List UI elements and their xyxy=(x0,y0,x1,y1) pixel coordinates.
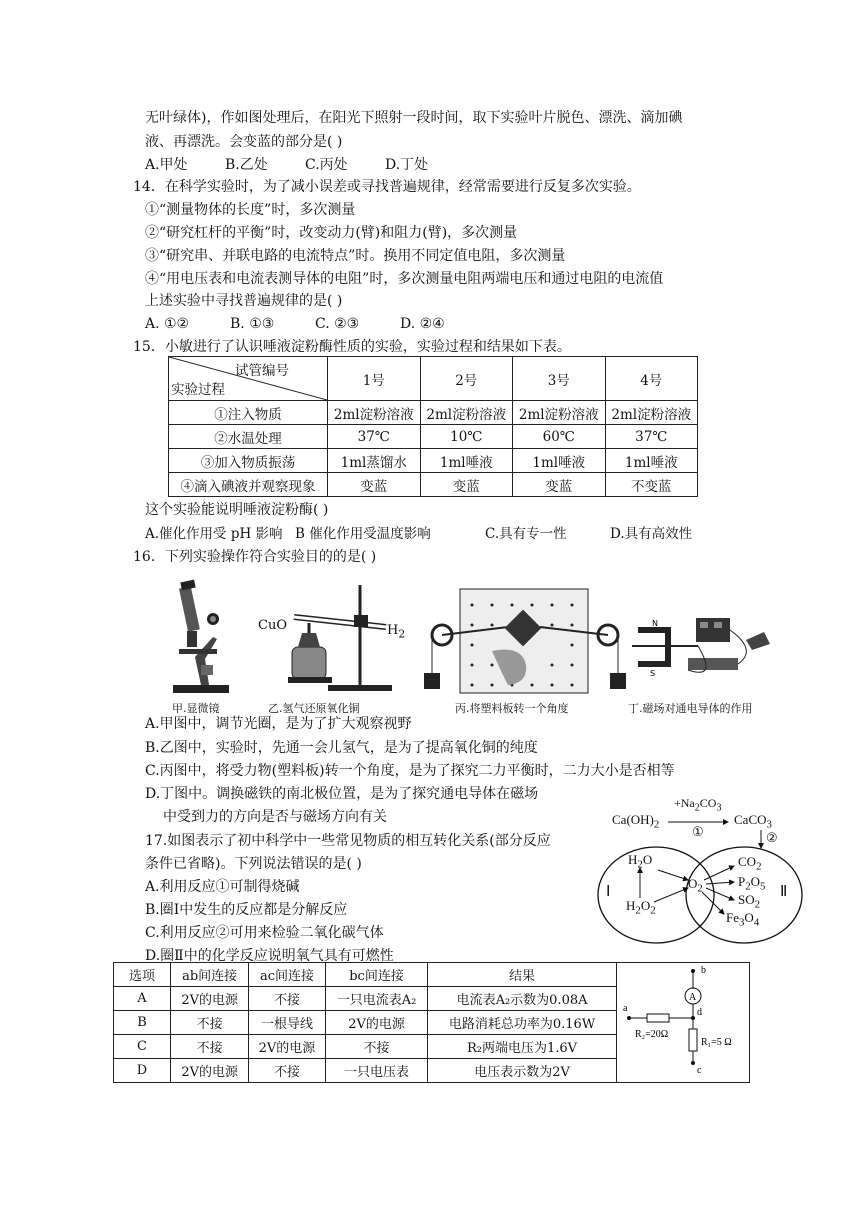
cell: D xyxy=(114,1059,171,1083)
option-a: A. ①② xyxy=(145,316,190,332)
circuit-diagram xyxy=(617,963,747,1081)
cell: 不接 xyxy=(249,987,325,1011)
option-c: C.具有专一性 xyxy=(485,526,567,542)
h2-text: H xyxy=(387,623,399,638)
co2-text: CO xyxy=(738,854,757,869)
cell: 2V的电源 xyxy=(325,1011,428,1035)
q15-options xyxy=(145,524,692,544)
row-label: ③加入物质振荡 xyxy=(169,449,328,473)
node-a: a xyxy=(622,1003,628,1014)
row-label: ②水温处理 xyxy=(169,425,328,449)
option-c: C. ②③ xyxy=(315,316,360,332)
cell: 电压表示数为2V xyxy=(428,1059,616,1083)
cell: B xyxy=(114,1011,171,1035)
q16-option-d: D.丁图中。调换磁铁的南北极位置，是为了探究通电导体在磁场 xyxy=(145,786,539,802)
col-header: ac间连接 xyxy=(249,963,325,987)
cell: 37℃ xyxy=(605,425,698,449)
na-text: +Na xyxy=(674,796,695,810)
table-row xyxy=(169,449,698,473)
cell: 2ml淀粉溶液 xyxy=(513,401,606,425)
magnet-circuit-image xyxy=(628,610,778,690)
circuit-table xyxy=(113,962,750,1083)
q14-stem: 14．在科学实验时，为了减小误差或寻找普遍规律，经常需要进行反复多次实验。 xyxy=(133,179,641,195)
option-b: B.乙处 xyxy=(225,157,268,173)
cell: 2ml淀粉溶液 xyxy=(328,401,421,425)
cell: 变蓝 xyxy=(420,473,513,497)
col-header: 1号 xyxy=(328,357,421,401)
cell: 电路消耗总功率为0.16W xyxy=(428,1011,616,1035)
col-header: 2号 xyxy=(420,357,513,401)
q17-option-c: C.利用反应②可用来检验二氧化碳气体 xyxy=(145,925,384,941)
cell: 变蓝 xyxy=(328,473,421,497)
fe3o4-subscript-2: 4 xyxy=(753,916,760,929)
caco3-label xyxy=(734,812,772,831)
cell: 电流表A₂示数为0.08A xyxy=(428,987,616,1011)
q13-options xyxy=(145,155,428,175)
q14-item-3: ③“研究串、并联电路的电流特点”时。换用不同定值电阻，多次测量 xyxy=(145,248,566,264)
option-d: D. ②④ xyxy=(400,316,445,332)
fe3o4-o: O xyxy=(744,910,754,925)
circle-2-label: Ⅱ xyxy=(780,884,788,900)
header-bottom: 实验过程 xyxy=(171,382,225,398)
cell: 不变蓝 xyxy=(605,473,698,497)
q15-table xyxy=(168,356,698,497)
cuo-label: CuO xyxy=(258,618,287,633)
svg-text:S: S xyxy=(650,669,656,678)
circuit-diagram-cell xyxy=(616,963,749,1083)
h2-subscript: 2 xyxy=(398,627,406,641)
cell: 一根导线 xyxy=(249,1011,325,1035)
h2o2-subscript-2: 2 xyxy=(650,904,656,917)
q14-question: 上述实验中寻找普遍规律的是( ) xyxy=(145,293,343,309)
q13-line-2: 液、再漂洗。会变蓝的部分是( ) xyxy=(145,134,343,150)
microscope-image xyxy=(165,577,245,697)
option-a: A.催化作用受 pH 影响 xyxy=(145,526,283,542)
reaction-1-label: ① xyxy=(692,824,704,839)
col-header: 4号 xyxy=(605,357,698,401)
cell: 2V的电源 xyxy=(170,987,248,1011)
cell: R₂两端电压为1.6V xyxy=(428,1035,616,1059)
so2-label xyxy=(738,892,760,911)
row-label: ①注入物质 xyxy=(169,401,328,425)
p2o5-subscript-1: 2 xyxy=(745,880,751,893)
r1-label: R₁=5 Ω xyxy=(700,1037,732,1048)
cell: C xyxy=(114,1035,171,1059)
h2o2-o: O xyxy=(640,898,651,913)
col-header: 结果 xyxy=(428,963,616,987)
caoh2-text: Ca(OH) xyxy=(612,812,654,827)
q17-line-2: 条件已省略)。下列说法错误的是( ) xyxy=(145,856,362,872)
col-header: 3号 xyxy=(513,357,606,401)
cell: 37℃ xyxy=(328,425,421,449)
table-header-row xyxy=(114,963,750,987)
option-a: A.甲处 xyxy=(145,157,188,173)
cell: 10℃ xyxy=(420,425,513,449)
h2o-o: O xyxy=(642,852,653,867)
option-b: B 催化作用受温度影响 xyxy=(295,526,431,542)
h2o2-subscript-1: 2 xyxy=(635,904,641,917)
so2-subscript: 2 xyxy=(754,898,761,911)
caption-magnet: 丁.磁场对通电导体的作用 xyxy=(628,702,753,715)
cell: 2ml淀粉溶液 xyxy=(605,401,698,425)
h2-label xyxy=(387,623,405,641)
h2o-h: H xyxy=(628,852,638,867)
co3-subscript: 3 xyxy=(716,802,722,814)
cell: 一只电流表A₂ xyxy=(325,987,428,1011)
cell: 一只电压表 xyxy=(325,1059,428,1083)
h2o-label xyxy=(628,852,652,871)
node-d: d xyxy=(696,1007,702,1018)
table-diagonal-header xyxy=(169,357,328,401)
cell: 60℃ xyxy=(513,425,606,449)
q17-option-d: D.圈Ⅱ中的化学反应说明氧气具有可燃性 xyxy=(145,948,394,964)
caption-microscope: 甲.显微镜 xyxy=(172,702,220,715)
circle-1-label: Ⅰ xyxy=(606,884,611,900)
cell: 1ml唾液 xyxy=(605,449,698,473)
caption-plastic-board: 丙.将塑料板转一个角度 xyxy=(455,702,569,715)
header-top: 试管编号 xyxy=(235,363,289,379)
q16-option-d-cont: 中受到力的方向是否与磁场方向有关 xyxy=(163,809,387,825)
o2-label xyxy=(688,876,703,895)
cell: 变蓝 xyxy=(513,473,606,497)
table-row xyxy=(169,473,698,497)
cell: 2V的电源 xyxy=(249,1035,325,1059)
h2o2-label xyxy=(626,898,656,917)
so2-text: SO xyxy=(738,892,755,907)
option-d: D.具有高效性 xyxy=(610,526,693,542)
h2o2-h: H xyxy=(626,898,636,913)
q16-option-c: C.丙图中，将受力物(塑料板)转一个角度，是为了探究二力平衡时，二力大小是否相等 xyxy=(145,763,675,779)
cell: 不接 xyxy=(325,1035,428,1059)
cell: 1ml蒸馏水 xyxy=(328,449,421,473)
cell: 1ml唾液 xyxy=(513,449,606,473)
node-b: b xyxy=(700,965,706,976)
cell: 不接 xyxy=(170,1011,248,1035)
q17-line-1: 17.如图表示了初中科学中一些常见物质的相互转化关系(部分反应 xyxy=(145,833,551,849)
row-label: ④滴入碘液并观察现象 xyxy=(169,473,328,497)
cell: 1ml唾液 xyxy=(420,449,513,473)
q13-line-1: 无叶绿体)，作如图处理后，在阳光下照射一段时间，取下实验叶片脱色、漂洗、滴加碘 xyxy=(145,110,683,126)
caption-hydrogen: 乙.氢气还原氧化铜 xyxy=(268,702,360,715)
co3-text: CO xyxy=(699,796,717,810)
r2-label: R₂=20Ω xyxy=(634,1029,668,1040)
q17-option-b: B.圈Ⅰ中发生的反应都是分解反应 xyxy=(145,902,348,918)
p2o5-subscript-2: 5 xyxy=(760,880,766,893)
q14-item-1: ①“测量物体的长度”时，多次测量 xyxy=(145,202,356,218)
fe3o4-label xyxy=(726,910,759,929)
table-row xyxy=(169,425,698,449)
col-header: 选项 xyxy=(114,963,171,987)
o2-text: O xyxy=(688,876,698,891)
q14-options xyxy=(145,314,445,334)
co2-subscript: 2 xyxy=(756,860,762,873)
p2o5-p: P xyxy=(738,874,746,889)
cell: 不接 xyxy=(170,1035,248,1059)
p2o5-label xyxy=(738,874,765,893)
co2-label xyxy=(738,854,761,873)
option-d: D.丁处 xyxy=(385,157,429,173)
q14-item-4: ④“用电压表和电流表测导体的电阻”时，多次测量电阻两端电压和通过电阻的电流值 xyxy=(145,271,664,287)
q16-stem: 16．下列实验操作符合实验目的的是( ) xyxy=(133,549,377,565)
o2-subscript: 2 xyxy=(697,882,703,895)
fe3o4-subscript-1: 3 xyxy=(739,916,745,929)
cell: 2ml淀粉溶液 xyxy=(420,401,513,425)
q16-option-b: B.乙图中，实验时，先通一会儿氢气，是为了提高氧化铜的纯度 xyxy=(145,740,538,756)
caco3-subscript: 3 xyxy=(766,818,772,831)
col-header: bc间连接 xyxy=(325,963,428,987)
fe3o4-fe: Fe xyxy=(726,910,739,925)
node-c: c xyxy=(696,1065,702,1076)
ammeter-symbol: A xyxy=(688,992,696,1003)
q16-option-a: A.甲图中，调节光圈，是为了扩大观察视野 xyxy=(145,716,412,732)
caoh2-subscript: 2 xyxy=(653,818,660,831)
col-header: ab间连接 xyxy=(170,963,248,987)
option-b: B. ①③ xyxy=(230,316,275,332)
cell: 2V的电源 xyxy=(170,1059,248,1083)
caco3-text: CaCO xyxy=(734,812,767,827)
h2o-subscript: 2 xyxy=(637,858,643,871)
table-row xyxy=(169,401,698,425)
plastic-board-image xyxy=(422,585,627,700)
q14-item-2: ②“研究杠杆的平衡”时，改变动力(臂)和阻力(臂)，多次测量 xyxy=(145,225,518,241)
q15-stem: 15．小敏进行了认识唾液淀粉酶性质的实验，实验过程和结果如下表。 xyxy=(133,339,571,355)
cell: A xyxy=(114,987,171,1011)
q15-question: 这个实验能说明唾液淀粉酶( ) xyxy=(145,502,329,518)
p2o5-o: O xyxy=(750,874,761,889)
reaction-2-label: ② xyxy=(766,830,778,845)
na2co3-label xyxy=(674,796,721,813)
cell: 不接 xyxy=(249,1059,325,1083)
na-subscript: 2 xyxy=(694,802,700,814)
caoh2-label xyxy=(612,812,659,831)
option-c: C.丙处 xyxy=(305,157,348,173)
svg-text:N: N xyxy=(652,619,658,628)
q17-option-a: A.利用反应①可制得烧碱 xyxy=(145,879,300,895)
conversion-diagram xyxy=(596,790,811,962)
